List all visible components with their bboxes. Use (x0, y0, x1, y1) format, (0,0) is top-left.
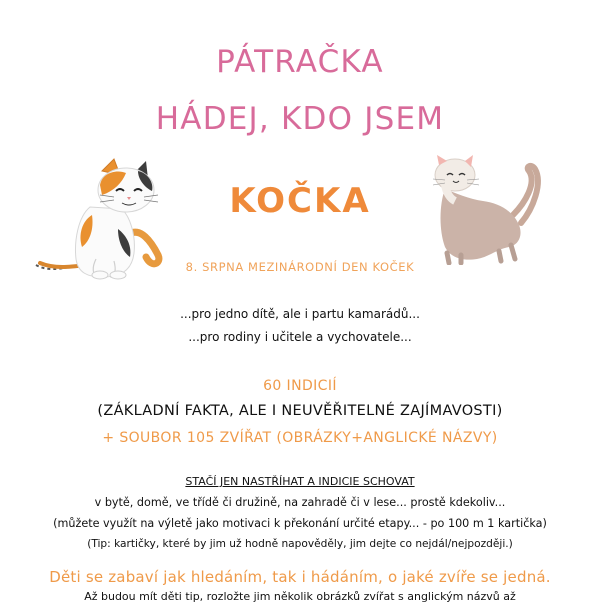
subtitle-cat-day: 8. SRPNA MEZINÁRODNÍ DEN KOČEK (185, 260, 415, 274)
instructions-tip: (Tip: kartičky, které by jim už hodně napověděly, jim dejte co nejdál/nejpozději.) (87, 538, 513, 550)
instructions-heading: STAČÍ JEN NASTŘÍHAT A INDICIE SCHOVAT (185, 475, 415, 488)
footer-cut-line: Až budou mít děti tip, rozložte jim několik obrázků zvířat s anglickým názvů až (84, 590, 516, 603)
audience-line-1: ...pro jedno dítě, ale i partu kamarádů... (180, 307, 420, 321)
animal-title: KOČKA (229, 181, 371, 221)
footer-highlight: Děti se zabaví jak hledáním, tak i hádáním, o jaké zvíře se jedná. (49, 568, 551, 586)
clues-count: 60 INDICIÍ (263, 378, 337, 394)
siamese-cat-illustration (425, 155, 550, 265)
animals-set-line: + SOUBOR 105 ZVÍŘAT (OBRÁZKY+ANGLICKÉ NÁZVY) (102, 430, 498, 446)
title-line-1: PÁTRAČKA (216, 44, 384, 80)
instructions-line-2: (můžete využít na výletě jako motivaci k překonání určité etapy... - po 100 m 1 kartička) (53, 517, 547, 530)
title-line-2: HÁDEJ, KDO JSEM (155, 101, 445, 137)
facts-line: (ZÁKLADNÍ FAKTA, ALE I NEUVĚŘITELNÉ ZAJÍMAVOSTI) (97, 403, 503, 419)
instructions-line-1: v bytě, domě, ve třídě či družině, na zahradě či v lese... prostě kdekoliv... (94, 496, 506, 509)
calico-cat-illustration (30, 155, 170, 280)
audience-line-2: ...pro rodiny i učitele a vychovatele... (188, 330, 412, 344)
